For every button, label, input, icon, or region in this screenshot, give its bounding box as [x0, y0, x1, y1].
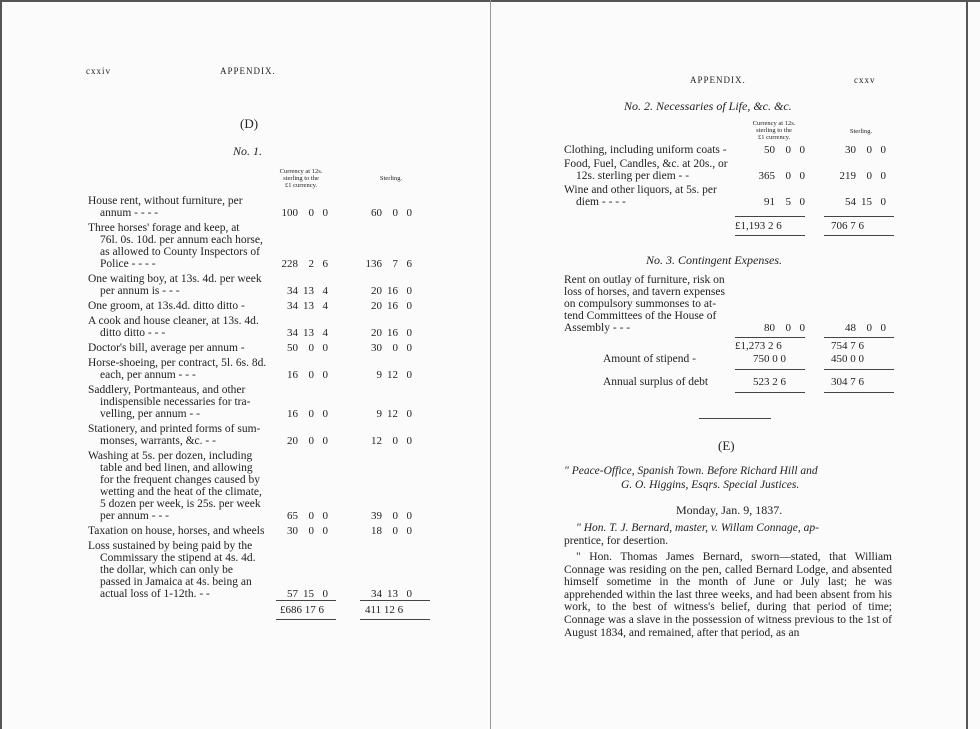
currency-value: 4: [322, 327, 328, 339]
sterling-value: 0: [392, 510, 398, 522]
total-rule: [276, 619, 336, 620]
page-number: cxxv: [854, 75, 876, 85]
sterling-value: 20: [371, 285, 382, 297]
currency-value: 16: [287, 369, 298, 381]
currency-value: 4: [322, 285, 328, 297]
total-sterling: 411 12 6: [365, 604, 404, 616]
value: 48: [845, 322, 856, 334]
sterling-value: 12: [387, 369, 398, 381]
sterling-value: 13: [387, 588, 398, 600]
currency-value: 15: [303, 588, 314, 600]
total-rule: [360, 600, 430, 601]
sterling-value: 0: [406, 285, 412, 297]
sterling-value: 16: [387, 285, 398, 297]
value: 80: [764, 322, 775, 334]
currency-value: 6: [322, 258, 328, 270]
currency-value: 0: [322, 342, 328, 354]
sterling-value: 20: [371, 327, 382, 339]
currency-value: 0: [308, 342, 314, 354]
row-label: Food, Fuel, Candles, &c. at 20s., or 12s. sterling per diem - -: [564, 158, 728, 182]
value: 0: [799, 322, 805, 334]
section-label: (D): [240, 116, 259, 131]
currency-value: 0: [322, 207, 328, 219]
currency-value: 0: [799, 170, 805, 182]
currency-value: 0: [799, 196, 805, 208]
sterling-value: 9: [376, 408, 382, 420]
total-rule: [276, 600, 336, 601]
sterling-value: 16: [387, 327, 398, 339]
sterling-value: 0: [866, 170, 872, 182]
table-title: No. 3. Contingent Expenses.: [646, 253, 782, 267]
sterling-value: 18: [371, 525, 382, 537]
row-label: Clothing, including uniform coats -: [564, 144, 727, 156]
testimony-paragraph: " Hon. Thomas James Bernard, sworn—stated, that William Connage was residing on the pen, called Bernard Lodge, and absented himself sometime in the month of June or July last; he was apprehended within the last three weeks, and had been absent from his work, to the best of witness's belief, during that period of time; Connage was a slave in the possession of witness previous to the 1st of August 1834, and remained, after that period, as an: [564, 551, 892, 639]
row-label: Stationery, and printed forms of sum- monses, warrants, &c. - -: [88, 423, 261, 447]
sterling-value: 12: [387, 408, 398, 420]
currency-value: 20: [287, 435, 298, 447]
currency-value: 13: [303, 300, 314, 312]
sterling-value: 0: [406, 435, 412, 447]
total-rule: [824, 235, 894, 236]
sterling-value: 0: [880, 170, 886, 182]
currency-value: 65: [287, 510, 298, 522]
stipend-label: Amount of stipend -: [603, 353, 696, 365]
currency-value: 0: [308, 435, 314, 447]
currency-value: 0: [322, 525, 328, 537]
currency-value: 100: [281, 207, 298, 219]
currency-value: 2: [308, 258, 314, 270]
currency-value: 0: [308, 369, 314, 381]
currency-value: 0: [322, 510, 328, 522]
currency-value: 13: [303, 285, 314, 297]
sterling-value: 0: [406, 327, 412, 339]
sterling-value: 0: [406, 588, 412, 600]
currency-value: 0: [308, 207, 314, 219]
row-label: Wine and other liquors, at 5s. per diem - - - -: [564, 184, 717, 208]
currency-column-header: Currency at 12s. sterling to the £1 currency.: [279, 168, 323, 189]
total-rule: [735, 235, 805, 236]
currency-value: 0: [308, 408, 314, 420]
hearing-date: Monday, Jan. 9, 1837.: [676, 503, 783, 517]
currency-value: 365: [758, 170, 775, 182]
top-edge: [491, 0, 980, 2]
value: 0: [866, 322, 872, 334]
total-rule: [360, 619, 430, 620]
currency-value: 30: [287, 525, 298, 537]
row-label: Loss sustained by being paid by the Commissary the stipend at 4s. 4d. the dollar, which can only be passed in Jamaica at 4s. being an actual loss of 1-12th. - -: [88, 540, 256, 600]
case-title: " Hon. T. J. Bernard, master, v. Willam Connage, ap- prentice, for desertion.: [564, 522, 819, 547]
sterling-value: 0: [880, 144, 886, 156]
currency-value: 228: [281, 258, 298, 270]
sterling-value: 0: [406, 369, 412, 381]
surplus-currency: 523 2 6: [753, 376, 786, 388]
currency-value: 50: [764, 144, 775, 156]
sterling-value: 0: [406, 510, 412, 522]
sterling-value: 0: [406, 342, 412, 354]
currency-value: 34: [287, 300, 298, 312]
sterling-column-header: Sterling.: [849, 128, 873, 135]
currency-value: 0: [322, 435, 328, 447]
grand-total-sterling: 754 7 6: [831, 340, 864, 352]
sterling-value: 0: [406, 525, 412, 537]
sterling-column-header: Sterling.: [379, 175, 403, 182]
sterling-value: 9: [376, 369, 382, 381]
stipend-sterling: 450 0 0: [831, 353, 864, 365]
sterling-value: 0: [392, 525, 398, 537]
sterling-value: 136: [365, 258, 382, 270]
currency-value: 13: [303, 327, 314, 339]
currency-value: 34: [287, 327, 298, 339]
surplus-label: Annual surplus of debt: [603, 376, 709, 388]
section-label: (E): [718, 438, 735, 453]
currency-value: 0: [322, 588, 328, 600]
table-title: No. 1.: [233, 144, 263, 158]
total-rule: [824, 369, 894, 370]
currency-value: 16: [287, 408, 298, 420]
sterling-value: 0: [406, 408, 412, 420]
sterling-value: 60: [371, 207, 382, 219]
row-label: Taxation on house, horses, and wheels: [88, 525, 265, 537]
row-label: Doctor's bill, average per annum -: [88, 342, 245, 354]
surplus-sterling: 304 7 6: [831, 376, 864, 388]
sterling-value: 0: [880, 196, 886, 208]
currency-value: 57: [287, 588, 298, 600]
sterling-value: 7: [392, 258, 398, 270]
currency-value: 5: [785, 196, 791, 208]
currency-value: 91: [764, 196, 775, 208]
total-rule: [735, 216, 805, 217]
sterling-value: 54: [845, 196, 856, 208]
currency-value: 4: [322, 300, 328, 312]
table-title: No. 2. Necessaries of Life, &c. &c.: [624, 99, 792, 113]
sterling-value: 39: [371, 510, 382, 522]
row-label: Saddlery, Portmanteaus, and other indispensible necessaries for tra- velling, per annum - -: [88, 384, 251, 420]
currency-value: 0: [785, 170, 791, 182]
sterling-value: 0: [392, 342, 398, 354]
currency-value: 0: [308, 525, 314, 537]
contingent-row-label: Rent on outlay of furniture, risk on loss of horses, and tavern expenses on compulsory summonses to at- tend Committees of the House of Assembly - - -: [564, 274, 725, 334]
right-page: [491, 0, 980, 729]
subtotal-currency: £1,193 2 6: [735, 220, 782, 232]
row-label: Horse-shoeing, per contract, 5l. 6s. 8d. each, per annum - - -: [88, 357, 267, 381]
right-edge: [966, 0, 968, 729]
row-label: Washing at 5s. per dozen, including table and bed linen, and allowing for the frequent changes caused by wetting and the heat of the climate, 5 dozen per week, is 25s. per week per annum - - -: [88, 450, 262, 522]
sterling-value: 6: [406, 258, 412, 270]
total-rule: [824, 392, 894, 393]
row-label: A cook and house cleaner, at 13s. 4d. ditto ditto - - -: [88, 315, 259, 339]
running-header: APPENDIX.: [220, 66, 276, 76]
currency-value: 0: [322, 408, 328, 420]
total-rule: [735, 369, 805, 370]
sterling-value: 20: [371, 300, 382, 312]
sterling-value: 219: [839, 170, 856, 182]
total-rule: [735, 392, 805, 393]
total-rule: [735, 337, 805, 338]
sterling-value: 0: [866, 144, 872, 156]
top-edge: [0, 0, 490, 2]
running-header: APPENDIX.: [690, 75, 746, 85]
total-currency: £686 17 6: [280, 604, 324, 616]
stipend-currency: 750 0 0: [753, 353, 786, 365]
sterling-value: 16: [387, 300, 398, 312]
sterling-value: 34: [371, 588, 382, 600]
sterling-value: 30: [845, 144, 856, 156]
currency-value: 0: [322, 369, 328, 381]
currency-value: 0: [785, 144, 791, 156]
value: 0: [785, 322, 791, 334]
currency-column-header: Currency at 12s. sterling to the £1 currency.: [752, 120, 796, 141]
sterling-value: 12: [371, 435, 382, 447]
hearing-heading: " Peace-Office, Spanish Town. Before Richard Hill and G. O. Higgins, Esqrs. Special Justices.: [564, 465, 818, 491]
currency-value: 0: [308, 510, 314, 522]
row-label: Three horses' forage and keep, at 76l. 0s. 10d. per annum each horse, as allowed to County Inspectors of Police - - - -: [88, 222, 263, 270]
section-divider: [699, 418, 771, 419]
value: 0: [880, 322, 886, 334]
sterling-value: 0: [392, 435, 398, 447]
sterling-value: 0: [406, 300, 412, 312]
subtotal-sterling: 706 7 6: [831, 220, 864, 232]
left-edge: [0, 0, 2, 729]
currency-value: 0: [799, 144, 805, 156]
row-label: House rent, without furniture, per annum - - - -: [88, 195, 243, 219]
currency-value: 34: [287, 285, 298, 297]
row-label: One groom, at 13s.4d. ditto ditto -: [88, 300, 245, 312]
page-number: cxxiv: [86, 66, 111, 76]
currency-value: 50: [287, 342, 298, 354]
total-rule: [824, 337, 894, 338]
grand-total-currency: £1,273 2 6: [735, 340, 782, 352]
total-rule: [824, 216, 894, 217]
sterling-value: 0: [392, 207, 398, 219]
row-label: One waiting boy, at 13s. 4d. per week per annum is - - -: [88, 273, 262, 297]
sterling-value: 30: [371, 342, 382, 354]
sterling-value: 15: [861, 196, 872, 208]
sterling-value: 0: [406, 207, 412, 219]
